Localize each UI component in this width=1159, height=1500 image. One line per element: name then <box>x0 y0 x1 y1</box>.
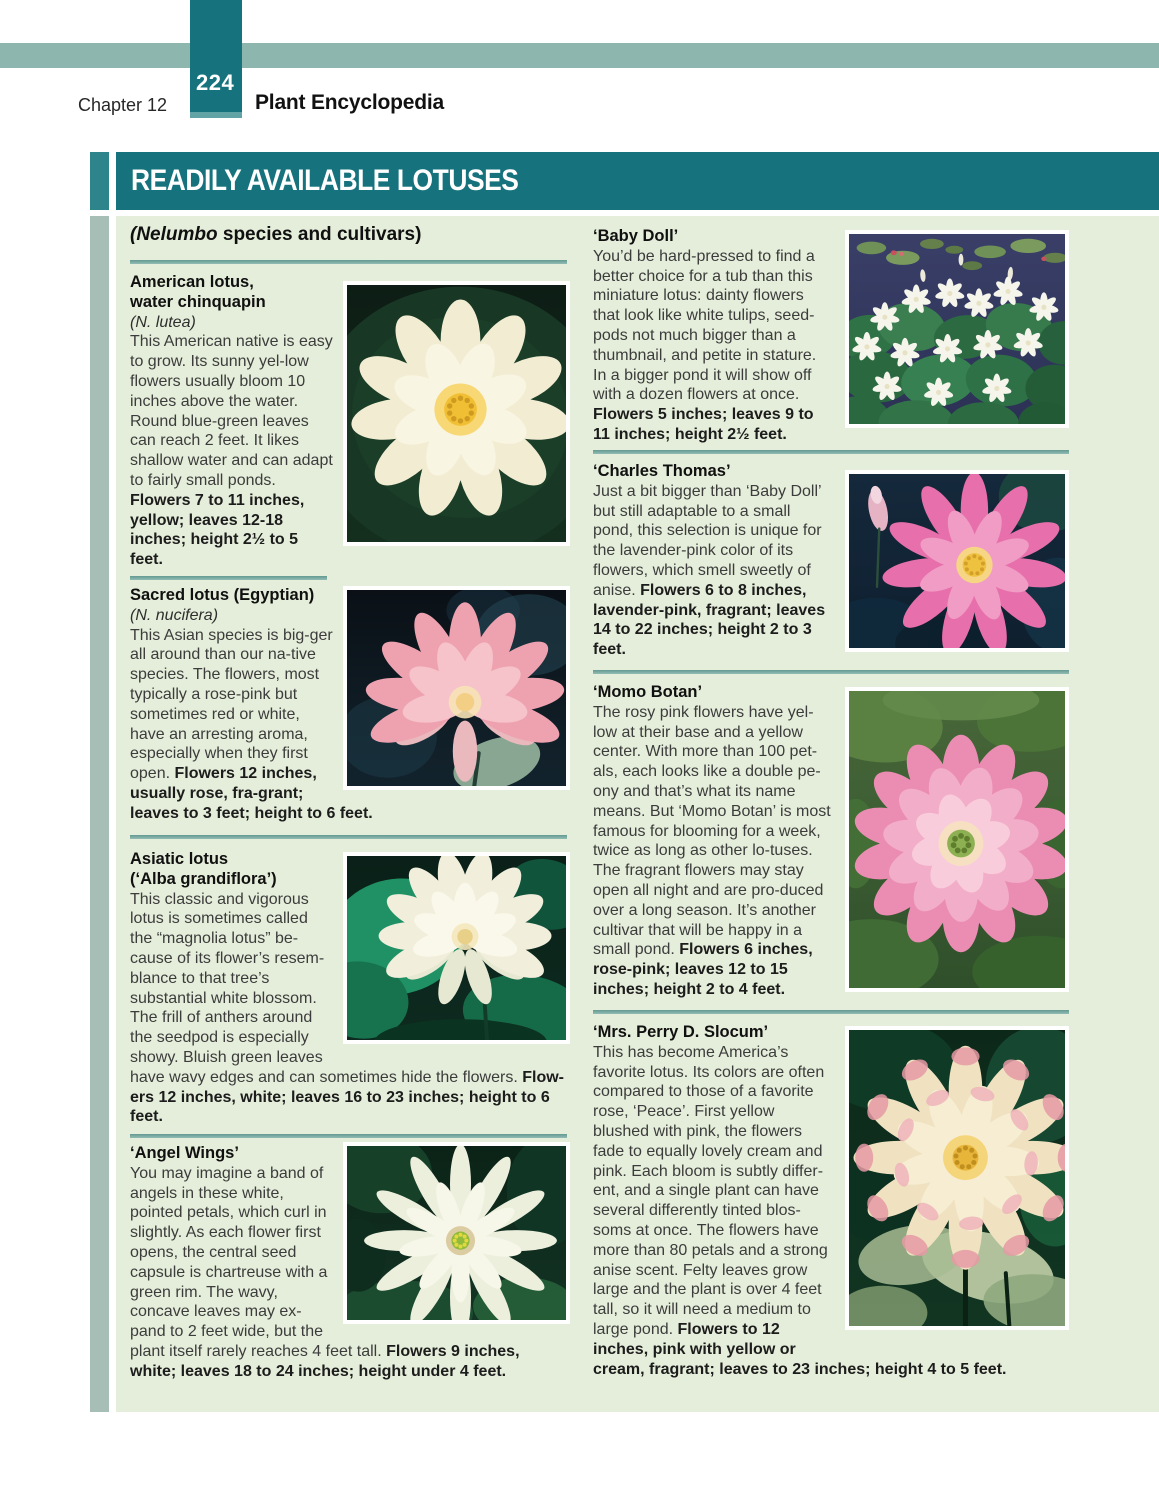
entry-description: Just a bit bigger than ‘Baby Doll’ but still adaptable to a small pond, this selection is unique for the lavender-pink color of its flowers, which smell sweetly of anise. <box>593 482 822 599</box>
entry-title-line: (‘Alba grandiflora’) <box>130 869 277 888</box>
entry-title-line: American lotus, <box>130 273 254 291</box>
entry-description: This has become America’s favorite lotus. Its colors are often compared to those of a favorite rose, ‘Peace’. First yellow blushed with pink, the flowers fade to equally lovely cream and pink. Each bloom is subtly differ-ent, and a single plant can have several differently tinted blos-soms at once. The flowers have more than 80 petals and a strong anise scent. Felty leaves grow large and the plant is over 4 feet tall, so it will need a medium to large pond. <box>593 1043 828 1338</box>
entry-angel-wings <box>130 1144 570 1382</box>
divider-rule <box>593 450 1069 454</box>
angel-wings-photo <box>343 1142 570 1324</box>
divider-rule <box>130 260 567 264</box>
entry-title-line: ‘Baby Doll’ <box>593 227 679 245</box>
entry-specs: Flowers 6 inches, rose-pink; leaves 12 to 15 inches; height 2 to 4 feet. <box>593 941 813 998</box>
divider-rule <box>130 576 327 580</box>
divider-rule <box>130 1134 567 1138</box>
section-banner <box>116 152 1159 210</box>
entry-title-line: ‘Charles Thomas’ <box>593 462 731 480</box>
genus-name: (Nelumbo <box>130 224 218 245</box>
sacred-lotus-photo <box>343 586 570 790</box>
baby-doll-photo <box>845 230 1069 428</box>
entry-specs: Flowers 6 to 8 inches, lavender-pink, fragrant; leaves 14 to 22 inches; height 2 to 3 feet. <box>593 581 826 659</box>
entry-title-line: Asiatic lotus <box>130 850 229 868</box>
column-heading-rest: species and cultivars) <box>217 224 422 245</box>
entry-charles-thomas <box>593 462 1069 662</box>
entry-title-line: Sacred lotus (Egyptian) <box>130 586 315 604</box>
entry-title-line: ‘Angel Wings’ <box>130 1144 239 1162</box>
entry-sacred-lotus <box>130 586 570 824</box>
entry-specs: Flowers 12 inches, usually rose, fra-grant; leaves to 3 feet; height to 6 feet. <box>130 765 373 822</box>
charles-thomas-photo <box>845 470 1069 652</box>
american-lotus-photo <box>343 281 570 546</box>
entry-description: You’d be hard-pressed to find a better choice for a tub than this miniature lotus: dainty flowers that look like white tulips, seed-pods not much bigger than a thumbnail, and petite in stature. In a bigger pond it will show off with a dozen flowers at once. <box>593 247 817 404</box>
entry-specs: Flow-ers 12 inches, white; leaves 16 to 23 inches; height to 6 feet. <box>130 1068 564 1126</box>
entry-title-line: ‘Momo Botan’ <box>593 683 703 701</box>
page-number-tab <box>190 0 242 112</box>
entry-baby-doll <box>593 227 1069 445</box>
divider-rule <box>130 835 567 839</box>
book-title: Plant Encyclopedia <box>255 91 444 114</box>
header-band <box>0 43 1159 68</box>
entry-title-line: water chinquapin <box>130 292 266 311</box>
entry-description: The rosy pink flowers have yel-low at their base and a yellow center. With more than 100 pet-als, each looks like a double pe-ony and that’s what its name means. But ‘Momo Botan’ is most famous for blooming for a week, twice as long as other lo-tuses. The fragrant flowers may stay open all night and are pro-duced over a long season. It’s another cultivar that will be happy in a small pond. <box>593 703 831 959</box>
momo-botan-photo <box>845 687 1069 992</box>
entry-title-line: ‘Mrs. Perry D. Slocum’ <box>593 1023 769 1041</box>
section-title: READILY AVAILABLE LOTUSES <box>130 164 519 197</box>
entry-description: You may imagine a band of angels in these white, pointed petals, which curl in slightly. As each flower first opens, the central seed capsule is chartreuse with a green rim. The wavy, concave leaves may ex-pand to 2 feet wide, but the plant itself rarely reaches 4 feet tall. <box>130 1164 387 1360</box>
entry-momo-botan <box>593 683 1069 1002</box>
page-number: 224 <box>196 70 235 95</box>
chapter-label: Chapter 12 <box>78 95 168 115</box>
left-accent-strip <box>90 216 109 1412</box>
entry-mrs-perry-d-slocum <box>593 1023 1069 1379</box>
entry-asiatic-lotus <box>130 850 570 1127</box>
entry-description: This Asian species is big-ger all around than our na-tive species. The flowers, most typically a rose-pink but sometimes red or white, have an arresting aroma, especially when they first open. <box>130 626 333 783</box>
species-name: (N. lutea) <box>130 313 196 331</box>
banner-accent-strip <box>90 152 109 210</box>
entry-description: This American native is easy to grow. Its sunny yel-low flowers usually bloom 10 inches above the water. Round blue-green leaves can reach 2 feet. It likes shallow water and can adapt to fairly small ponds. <box>130 333 333 489</box>
entry-specs: Flowers 5 inches; leaves 9 to 11 inches; height 2½ feet. <box>593 406 814 443</box>
divider-rule <box>593 1010 1069 1014</box>
mrs-perry-d-slocum-photo <box>845 1026 1069 1330</box>
species-name: (N. nucifera) <box>130 606 219 624</box>
entry-american-lotus <box>130 273 570 570</box>
divider-rule <box>593 670 1069 674</box>
page-number-tab-shadow <box>190 112 242 118</box>
entry-specs: Flowers 7 to 11 inches, yellow; leaves 12-18 inches; height 2½ to 5 feet. <box>130 491 305 569</box>
entry-specs: Flowers 9 inches, white; leaves 18 to 24 inches; height under 4 feet. <box>130 1342 520 1380</box>
asiatic-lotus-photo <box>343 852 570 1044</box>
entry-specs: Flowers to 12 inches, pink with yellow or cream, fragrant; leaves to 23 inches; height 4 to 5 feet. <box>593 1320 1007 1378</box>
entry-description: This classic and vigorous lotus is sometimes called the “magnolia lotus” be-cause of its flower’s resem-blance to that tree’s substantial white blossom. The frill of anthers around the seedpod is especially showy. Bluish green leaves have wavy edges and can sometimes hide the flowers. <box>130 890 523 1086</box>
content-panel <box>116 216 1159 1412</box>
column-heading <box>130 224 421 246</box>
